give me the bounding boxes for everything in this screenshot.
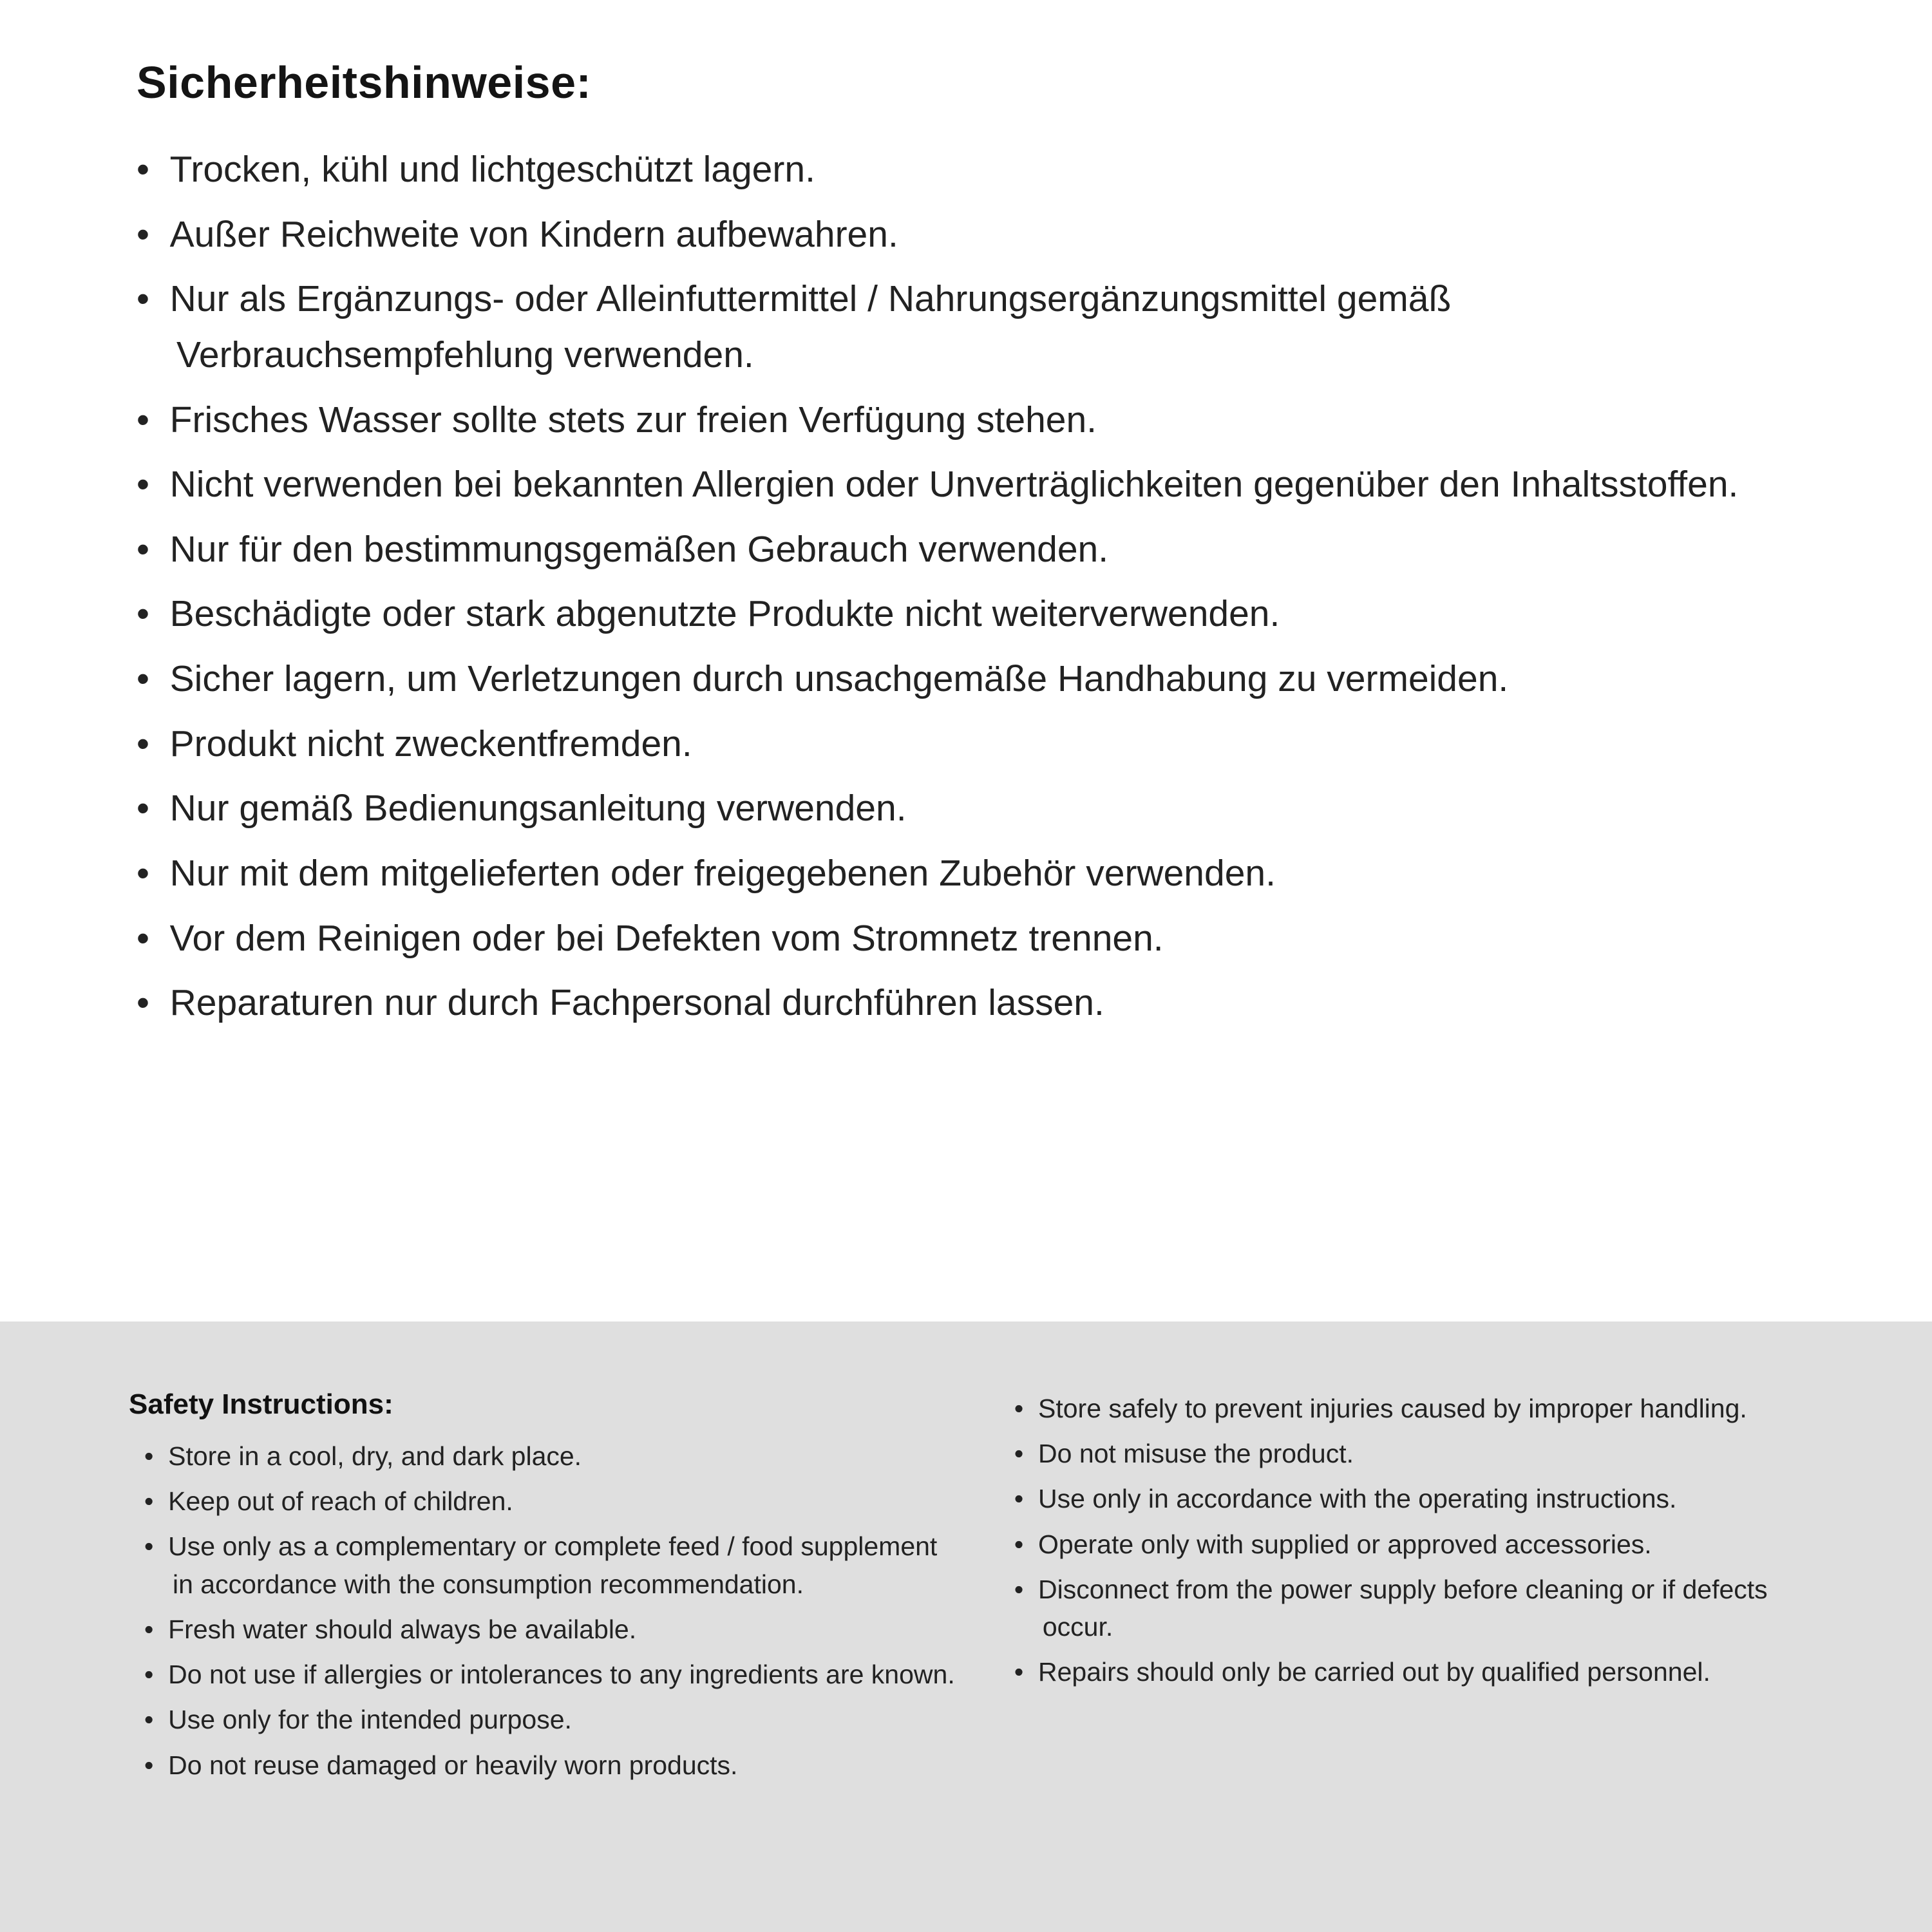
english-list-item: • Use only as a complementary or complete feed / food supplement in accordance with the consumption recommendation. [144,1528,963,1602]
english-instructions-list-left [144,1437,963,1784]
english-list-item: • Repairs should only be carried out by qualified personnel. [1014,1653,1842,1690]
german-list-item: • Produkt nicht zweckentfremden. [137,716,1835,772]
german-instructions-list [137,142,1835,1031]
german-list-item: • Nur als Ergänzungs- oder Alleinfuttermittel / Nahrungsergänzungsmittel gemäß Verbrauchsempfehlung verwenden. [137,271,1835,383]
german-list-item: • Sicher lagern, um Verletzungen durch unsachgemäße Handhabung zu vermeiden. [137,651,1835,707]
german-list-item: • Vor dem Reinigen oder bei Defekten vom Stromnetz trennen. [137,911,1835,967]
english-section [0,1321,1932,1932]
english-list-item: • Fresh water should always be available. [144,1611,963,1648]
german-list-item: • Nur für den bestimmungsgemäßen Gebrauch verwenden. [137,522,1835,578]
english-list-item: • Do not use if allergies or intolerances to any ingredients are known. [144,1656,963,1693]
german-list-item: • Reparaturen nur durch Fachpersonal durchführen lassen. [137,975,1835,1031]
english-list-item: • Do not misuse the product. [1014,1435,1842,1472]
english-right-column [1014,1388,1842,1932]
english-list-item: • Do not reuse damaged or heavily worn products. [144,1747,963,1784]
english-list-item: • Use only in accordance with the operating instructions. [1014,1480,1842,1517]
english-left-column [129,1388,963,1932]
english-heading: Safety Instructions: [129,1388,393,1420]
english-list-item: • Disconnect from the power supply before cleaning or if defects occur. [1014,1571,1842,1645]
english-list-item: • Keep out of reach of children. [144,1482,963,1520]
german-list-item: • Außer Reichweite von Kindern aufbewahren. [137,207,1835,263]
english-list-item: • Use only for the intended purpose. [144,1701,963,1738]
german-list-item: • Nur gemäß Bedienungsanleitung verwenden. [137,781,1835,837]
german-list-item: • Nicht verwenden bei bekannten Allergien oder Unverträglichkeiten gegenüber den Inhaltsstoffen. [137,457,1835,513]
english-list-item: • Operate only with supplied or approved accessories. [1014,1526,1842,1563]
german-list-item: • Beschädigte oder stark abgenutzte Produkte nicht weiterverwenden. [137,586,1835,642]
german-list-item: • Trocken, kühl und lichtgeschützt lagern. [137,142,1835,198]
german-heading: Sicherheitshinweise: [137,57,592,108]
german-list-item: • Frisches Wasser sollte stets zur freien Verfügung stehen. [137,392,1835,448]
german-list-item: • Nur mit dem mitgelieferten oder freigegebenen Zubehör verwenden. [137,846,1835,902]
english-instructions-list-right [1014,1390,1842,1691]
english-list-item: • Store in a cool, dry, and dark place. [144,1437,963,1475]
english-list-item: • Store safely to prevent injuries caused by improper handling. [1014,1390,1842,1427]
